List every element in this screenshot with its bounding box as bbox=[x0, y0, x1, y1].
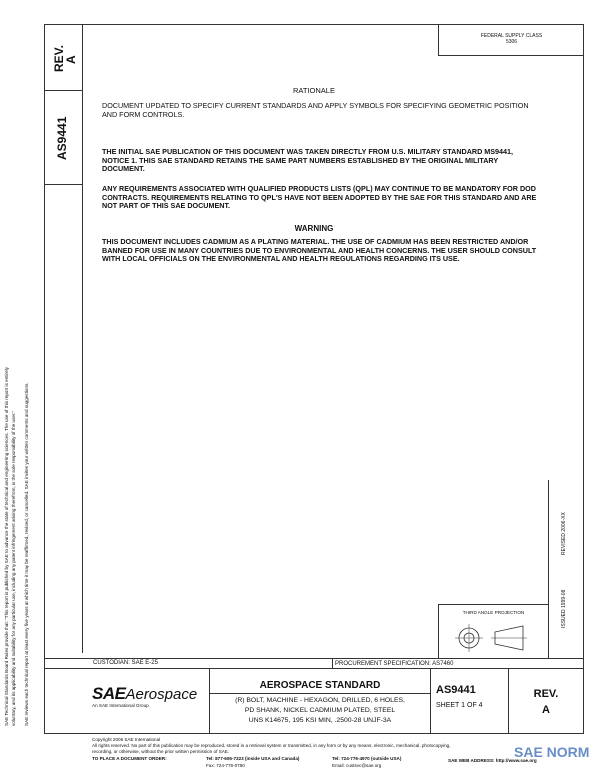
side-column-rule-1 bbox=[44, 90, 82, 91]
projection-box bbox=[438, 604, 548, 658]
rationale-p2: THE INITIAL SAE PUBLICATION OF THIS DOCUMENT WAS TAKEN DIRECTLY FROM U.S. MILITARY STANDARD MS9441, NOTICE 1. THIS SAE STANDARD RETAINS THE SAME PART NUMBERS ESTABLISHED BY THE ORIGINAL MILITARY DOCUMENT. bbox=[102, 147, 514, 174]
logo-aerospace-text: Aerospace bbox=[125, 686, 198, 703]
title-line-3: UNS K14675, 195 KSI MIN, .2500-28 UNJF-3A bbox=[248, 717, 392, 724]
warning-p1: THIS DOCUMENT INCLUDES CADMIUM AS A PLATING MATERIAL. THE USE OF CADMIUM HAS BEEN RESTRICTED AND/OR BANNED FOR USE IN MANY COUNTRIES DUE TO ENVIRONMENTAL AND HEALTH CONCERNS. THE USER SHOULD CONSULT WITH LOCAL OFFICIALS ON THE ENVIRONMENTAL AND HEALTH REGULATIONS REGARDING ITS USE. bbox=[102, 237, 537, 264]
projection-symbol-icon bbox=[439, 618, 549, 658]
projection-label: THIRD ANGLE PROJECTION bbox=[462, 610, 525, 615]
logo-sae-text: SAE bbox=[92, 684, 126, 703]
procurement-spec: PROCUREMENT SPECIFICATION: AS7460 bbox=[335, 661, 454, 667]
email: Email: custsvc@sae.org bbox=[332, 763, 382, 768]
revised-date: REVISED 2006-XX bbox=[561, 512, 567, 555]
side-column-divider bbox=[82, 24, 83, 653]
side-rev-value: A bbox=[64, 55, 78, 64]
standard-heading: AEROSPACE STANDARD bbox=[259, 680, 381, 691]
title-rev-value: A bbox=[542, 704, 550, 716]
margin-notice-1: SAE Technical Standards Board Rules provide that: "This report is published by SAE to advance the state of technical and engineering sciences. The use of this report is entirely bbox=[4, 367, 9, 726]
rev-divider bbox=[508, 668, 509, 734]
logo-tagline: An SAE International Group bbox=[92, 703, 149, 708]
federal-supply-value: 5306 bbox=[505, 39, 518, 45]
custodian: CUSTODIAN: SAE E-25 bbox=[93, 660, 158, 666]
tel-outside: Tel: 724-776-4970 (outside USA) bbox=[332, 756, 402, 761]
warning-heading: WARNING bbox=[294, 224, 334, 233]
watermark: SAE NORM bbox=[514, 744, 590, 760]
rationale-p1: DOCUMENT UPDATED TO SPECIFY CURRENT STANDARDS AND APPLY SYMBOLS FOR SPECIFYING GEOMETRIC POSITION AND FORM CONTROLS. bbox=[102, 101, 529, 119]
side-rev-label: REV. bbox=[52, 45, 66, 72]
tel-inside: Tel: 877-606-7323 (inside USA and Canada) bbox=[206, 756, 300, 761]
order-label: TO PLACE A DOCUMENT ORDER: bbox=[92, 756, 167, 761]
copyright: Copyright 2006 SAE International bbox=[92, 737, 161, 742]
federal-supply-box bbox=[438, 24, 584, 56]
margin-notice-2: voluntary, and its applicability and suitability for any particular use, including any patent infringement arising therefrom, is the sole responsibility of the user." bbox=[11, 410, 16, 726]
sheet-number: SHEET 1 OF 4 bbox=[436, 702, 483, 709]
sae-logo bbox=[92, 684, 208, 709]
side-column-rule-2 bbox=[44, 184, 82, 185]
rights-line-1: All rights reserved. No part of this publication may be reproduced, stored in a retrieval system or transmitted, in any form or by any means, electronic, mechanical, photocopying, bbox=[92, 743, 451, 748]
issued-date: ISSUED 1999-08 bbox=[561, 589, 567, 628]
number-divider bbox=[430, 668, 431, 734]
side-doc-number: AS9441 bbox=[55, 116, 69, 160]
rationale-heading: RATIONALE bbox=[293, 86, 335, 95]
title-doc-number: AS9441 bbox=[436, 684, 476, 696]
web-address[interactable]: SAE WEB ADDRESS: http://www.sae.org bbox=[448, 758, 537, 763]
title-block-rule bbox=[44, 668, 584, 669]
title-rev-label: REV. bbox=[533, 688, 559, 700]
rationale-p3: ANY REQUIREMENTS ASSOCIATED WITH QUALIFIED PRODUCTS LISTS (QPL) MAY CONTINUE TO BE MANDATORY FOR DOD CONTRACTS. REQUIREMENTS RELATING TO QPL'S HAVE NOT BEEN ADOPTED BY THE SAE FOR THIS STANDARD AND ARE NOT PART OF THIS SAE DOCUMENT. bbox=[102, 184, 537, 211]
title-line-2: PD SHANK, NICKEL CADMIUM PLATED, STEEL bbox=[244, 707, 396, 714]
fax: Fax: 724-776-0790 bbox=[206, 763, 245, 768]
title-line-1: (R) BOLT, MACHINE - HEXAGON, DRILLED, 6 HOLES, bbox=[235, 697, 405, 704]
custodian-divider bbox=[332, 658, 333, 668]
federal-supply-label: FEDERAL SUPPLY CLASS bbox=[480, 33, 543, 39]
rights-line-2: recording, or otherwise, without the prior written permission of SAE. bbox=[92, 749, 230, 754]
standard-heading-rule bbox=[210, 693, 430, 694]
title-block-top bbox=[44, 658, 584, 659]
margin-notice-3: SAE reviews each technical report at least every five years at which time it may be reaffirmed, revised, or cancelled. SAE invites your written comments and suggestions. bbox=[24, 382, 29, 726]
